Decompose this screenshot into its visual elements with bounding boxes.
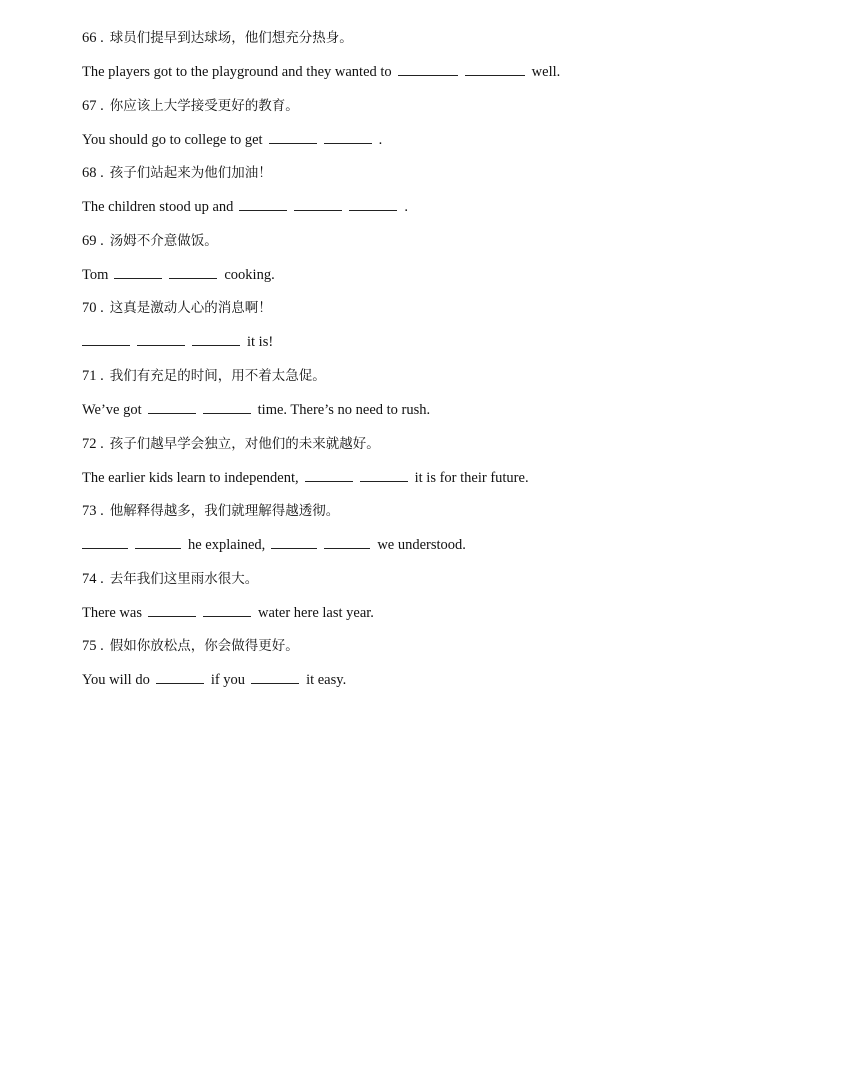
english-sentence <box>82 198 414 216</box>
sentence-text: The children stood up and <box>82 199 234 215</box>
answer-blank[interactable] <box>294 198 342 211</box>
chinese-sentence: 汤姆不介意做饭。 <box>109 233 218 249</box>
sentence-text: if you <box>210 672 246 688</box>
answer-blank[interactable] <box>398 63 458 76</box>
chinese-prompt <box>82 299 272 317</box>
answer-blank[interactable] <box>324 131 372 144</box>
chinese-prompt <box>82 570 258 588</box>
sentence-text: The players got to the playground and they wanted to <box>82 64 392 80</box>
answer-blank[interactable] <box>305 469 353 482</box>
question-number: 75 . <box>82 638 104 654</box>
chinese-prompt <box>82 164 272 182</box>
question-number: 68 . <box>82 165 104 181</box>
answer-blank[interactable] <box>82 536 128 549</box>
answer-blank[interactable] <box>349 198 397 211</box>
sentence-text: . <box>378 132 383 148</box>
english-sentence <box>82 131 388 149</box>
question-number: 66 . <box>82 30 104 46</box>
answer-blank[interactable] <box>251 671 299 684</box>
chinese-prompt <box>82 367 326 385</box>
chinese-sentence: 他解释得越多，我们就理解得越透彻。 <box>109 503 340 519</box>
chinese-sentence: 你应该上大学接受更好的教育。 <box>109 98 299 114</box>
chinese-sentence: 去年我们这里雨水很大。 <box>109 571 259 587</box>
english-sentence <box>82 536 472 554</box>
question-number: 74 . <box>82 571 104 587</box>
sentence-text: You will do <box>82 672 150 688</box>
sentence-text: Tom <box>82 267 109 283</box>
sentence-text: it easy. <box>306 672 347 688</box>
sentence-text: cooking. <box>224 267 275 283</box>
sentence-text: . <box>404 199 409 215</box>
chinese-sentence: 孩子们越早学会独立，对他们的未来就越好。 <box>109 436 380 452</box>
chinese-sentence: 假如你放松点，你会做得更好。 <box>109 638 299 654</box>
answer-blank[interactable] <box>271 536 317 549</box>
answer-blank[interactable] <box>360 469 408 482</box>
answer-blank[interactable] <box>203 401 251 414</box>
english-sentence <box>82 333 279 351</box>
question-number: 72 . <box>82 436 104 452</box>
answer-blank[interactable] <box>169 266 217 279</box>
question-number: 67 . <box>82 98 104 114</box>
answer-blank[interactable] <box>135 536 181 549</box>
question-number: 70 . <box>82 300 104 316</box>
question-number: 71 . <box>82 368 104 384</box>
answer-blank[interactable] <box>137 333 185 346</box>
sentence-text: it is for their future. <box>414 470 529 486</box>
english-sentence <box>82 266 281 284</box>
answer-blank[interactable] <box>203 604 251 617</box>
chinese-prompt <box>82 97 299 115</box>
sentence-text: The earlier kids learn to independent, <box>82 470 299 486</box>
sentence-text: time. There’s no need to rush. <box>257 402 431 418</box>
answer-blank[interactable] <box>324 536 370 549</box>
english-sentence <box>82 401 436 419</box>
answer-blank[interactable] <box>114 266 162 279</box>
english-sentence <box>82 604 380 622</box>
answer-blank[interactable] <box>148 401 196 414</box>
chinese-sentence: 我们有充足的时间，用不着太急促。 <box>109 368 326 384</box>
chinese-prompt <box>82 29 353 47</box>
sentence-text: we understood. <box>377 537 466 553</box>
sentence-text: he explained, <box>188 537 266 553</box>
english-sentence <box>82 671 352 689</box>
sentence-text: water here last year. <box>257 605 374 621</box>
chinese-sentence: 球员们提早到达球场，他们想充分热身。 <box>109 30 353 46</box>
sentence-text: There was <box>82 605 142 621</box>
english-sentence <box>82 63 566 81</box>
question-number: 73 . <box>82 503 104 519</box>
answer-blank[interactable] <box>82 333 130 346</box>
sentence-text: it is! <box>247 334 274 350</box>
english-sentence <box>82 469 535 487</box>
chinese-prompt <box>82 435 380 453</box>
sentence-text: well. <box>531 64 561 80</box>
answer-blank[interactable] <box>465 63 525 76</box>
answer-blank[interactable] <box>269 131 317 144</box>
sentence-text: You should go to college to get <box>82 132 263 148</box>
chinese-prompt <box>82 232 218 250</box>
answer-blank[interactable] <box>156 671 204 684</box>
chinese-sentence: 这真是激动人心的消息啊！ <box>109 300 272 316</box>
chinese-prompt <box>82 502 339 520</box>
chinese-sentence: 孩子们站起来为他们加油！ <box>109 165 272 181</box>
answer-blank[interactable] <box>148 604 196 617</box>
sentence-text: We’ve got <box>82 402 142 418</box>
answer-blank[interactable] <box>239 198 287 211</box>
chinese-prompt <box>82 637 299 655</box>
question-number: 69 . <box>82 233 104 249</box>
answer-blank[interactable] <box>192 333 240 346</box>
